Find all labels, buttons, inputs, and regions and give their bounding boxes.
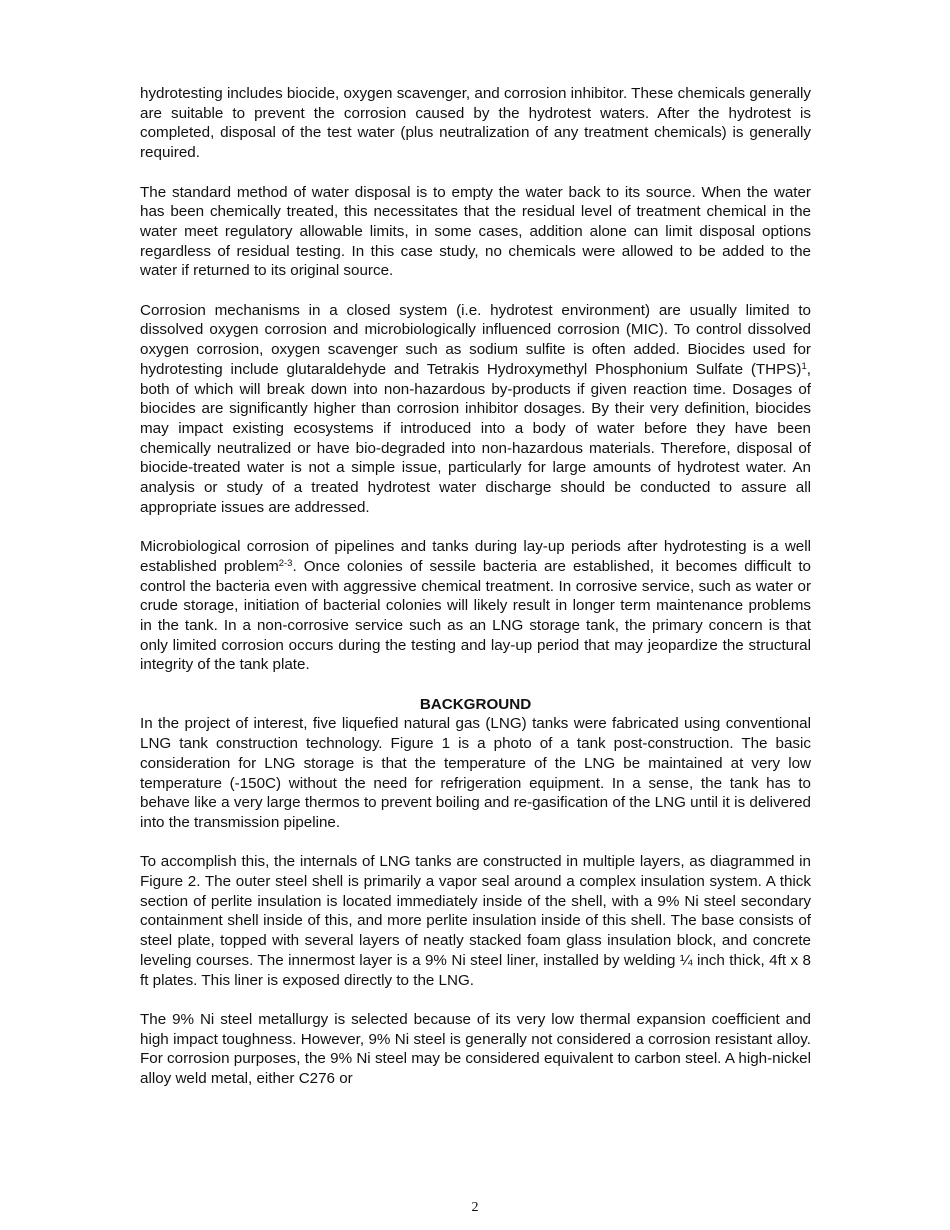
page-body	[140, 84, 811, 1089]
paragraph-ni-steel-metallurgy: The 9% Ni steel metallurgy is selected because of its very low thermal expansion coefficient and high impact toughness. However, 9% Ni steel is generally not considered a corrosion resistant alloy. For corrosion purposes, the 9% Ni steel may be considered equivalent to carbon steel. A high-nickel alloy weld metal, either C276 or	[140, 1010, 811, 1088]
paragraph-microbiological-corrosion	[140, 537, 811, 675]
paragraph-lng-tanks: In the project of interest, five liquefied natural gas (LNG) tanks were fabricated using conventional LNG tank construction technology. Figure 1 is a photo of a tank post-construction. The basic consideration for LNG storage is that the temperature of the LNG be maintained at very low temperature (-150C) without the need for refrigeration equipment. In a sense, the tank has to behave like a very large thermos to prevent boiling and re-gasification of the LNG until it is delivered into the transmission pipeline.	[140, 715, 811, 831]
paragraph-corrosion-mechanisms	[140, 301, 811, 518]
section-heading-background: BACKGROUND	[419, 695, 532, 713]
microbio-text-part-2: . Once colonies of sessile bacteria are established, it becomes difficult to control the bacteria even with aggressive chemical treatment. In corrosive service, such as water or crude storage, initiation of bacterial colonies will likely result in longer term maintenance problems in the tank. In a non-corrosive service such as an LNG storage tank, the primary concern is that only limited corrosion occurs during the testing and lay-up period that may jeopardize the structural integrity of the tank plate.	[140, 557, 811, 674]
paragraph-hydrotest-chemicals: hydrotesting includes biocide, oxygen scavenger, and corrosion inhibitor. These chemicals generally are suitable to prevent the corrosion caused by the hydrotest waters. After the hydrotest is completed, disposal of the test water (plus neutralization of any treatment chemicals) is generally required.	[140, 85, 811, 162]
paragraph-water-disposal: The standard method of water disposal is to empty the water back to its source. When the water has been chemically treated, this necessitates that the residual level of treatment chemical in the water meet regulatory allowable limits, in some cases, addition alone can limit disposal options regardless of residual testing. In this case study, no chemicals were allowed to be added to the water if returned to its original source.	[140, 183, 811, 280]
reference-superscript-1: 1	[801, 360, 807, 372]
corrosion-text-part-2: , both of which will break down into non-hazardous by-products if given reaction time. Dosages of biocides are significantly higher than corrosion inhibitor dosages. By their very definition, biocides may impact existing ecosystems if introduced into a body of water before they have been chemically neutralized or have bio-degraded into non-hazardous materials. Therefore, disposal of biocide-treated water is not a simple issue, particularly for large amounts of hydrotest water. An analysis or study of a treated hydrotest water discharge should be conducted to assure all appropriate issues are addressed.	[140, 360, 811, 516]
corrosion-text-part-1: Corrosion mechanisms in a closed system (i.e. hydrotest environment) are usually limited to dissolved oxygen corrosion and microbiologically influenced corrosion (MIC). To control dissolved oxygen corrosion, oxygen scavenger such as sodium sulfite is often added. Biocides used for hydrotesting include glutaraldehyde and Tetrakis Hydroxymethyl Phosphonium Sulfate (THPS)	[140, 301, 811, 378]
page-number: 2	[471, 1200, 479, 1215]
reference-superscript-2-3: 2-3	[278, 557, 293, 569]
paragraph-tank-layers: To accomplish this, the internals of LNG tanks are constructed in multiple layers, as diagrammed in Figure 2. The outer steel shell is primarily a vapor seal around a complex insulation system. A thick section of perlite insulation is located immediately inside of the shell, with a 9% Ni steel secondary containment shell inside of this, and more perlite insulation inside of this shell. The base consists of steel plate, topped with several layers of neatly stacked foam glass insulation block, and concrete leveling courses. The innermost layer is a 9% Ni steel liner, installed by welding ¼ inch thick, 4ft x 8 ft plates. This liner is exposed directly to the LNG.	[140, 853, 811, 989]
microbio-text-part-1: Microbiological corrosion of pipelines and tanks during lay-up periods after hydrotesting is a well established problem	[140, 538, 811, 575]
